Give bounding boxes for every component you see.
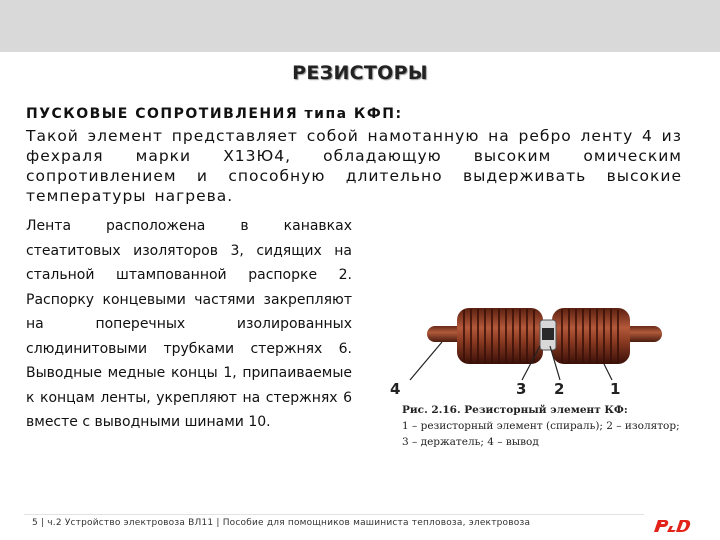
caption-line-1: 1 – резисторный элемент (спираль); 2 – изолятор; <box>402 420 680 432</box>
label-4: 4 <box>390 380 401 398</box>
caption-line-2: 3 – держатель; 4 – вывод <box>402 436 539 448</box>
description-paragraph: Лента расположена в канавках стеатитовых изоляторов 3, сидящих на стальной штампованной распорке 2. Распорку концевыми частями закрепляют на поперечных изолированных слюдинитовыми трубками стержнях 6. Выводные медные концы 1, припаиваемые к концам ленты, укрепляют на стержнях 6 вместе с выводными шинами 10. <box>26 218 352 430</box>
label-2: 2 <box>554 380 565 398</box>
label-3: 3 <box>516 380 527 398</box>
rzd-logo <box>652 518 692 534</box>
holder <box>542 328 554 340</box>
top-bar <box>0 0 720 52</box>
footer-divider <box>24 514 644 515</box>
resistor-figure <box>372 298 710 460</box>
resistor-element-drawing <box>372 298 710 398</box>
intro-paragraph: Такой элемент представляет собой намотанную на ребро ленту 4 из фехраля марки Х13Ю4, обладающую высоким омическим сопротивлением и способную длительно выдерживать высокие температуры нагрева. <box>26 127 682 205</box>
caption-title: Рис. 2.16. Резисторный элемент КФ: <box>402 404 628 416</box>
slide-title: РЕЗИСТОРЫ <box>292 62 428 84</box>
coil-left <box>457 308 543 364</box>
section-heading: ПУСКОВЫЕ СОПРОТИВЛЕНИЯ типа КФП: <box>26 106 403 122</box>
footer-text: 5 | ч.2 Устройство электровоза ВЛ11 | Пособие для помощников машиниста тепловоза, электровоза <box>32 518 531 528</box>
figure-caption <box>402 402 710 450</box>
label-1: 1 <box>610 380 621 398</box>
